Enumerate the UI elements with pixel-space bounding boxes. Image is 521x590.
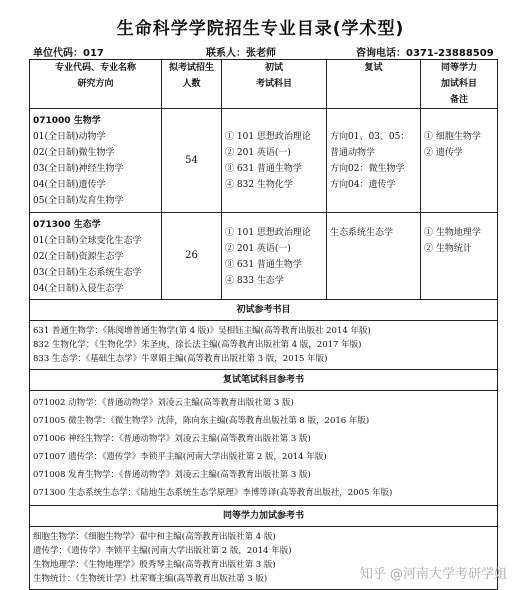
major-row: [30, 213, 498, 300]
extra-subjects: ① 生物地理学 ② 生物统计: [421, 213, 498, 300]
section-title-row: [30, 506, 498, 527]
major-name: 071300 生态学: [33, 220, 101, 230]
initial-books-list: [30, 321, 498, 370]
header-row: [30, 60, 498, 109]
unit-code: 单位代码：017: [33, 48, 104, 59]
header-major: 专业代码、专业名称 研究方向: [30, 60, 162, 109]
direction-item: 01(全日制)动物学: [33, 132, 106, 142]
retest-subjects: 方向01、03、05： 普通动物学 方向02：微生物学 方向04：遗传学: [327, 109, 421, 213]
extra-books-title: 同等学力加试参考书: [30, 506, 498, 527]
book-item: 631 普通生物学：《陈阅增普通生物学(第 4 版)》吴相钰主编(高等教育出版社 2014 年版): [33, 326, 371, 336]
header-retest: 复试: [327, 60, 421, 109]
book-item: 071002 动物学：《普通动物学》刘凌云主编(高等教育出版社第 3 版): [33, 398, 294, 408]
section-title-row: [30, 370, 498, 391]
direction-item: 02(全日制)资源生态学: [33, 252, 124, 262]
book-item: 832 生物化学：《生物化学》朱圣庚，徐长法主编(高等教育出版社第 4 版，2017 年版): [33, 340, 362, 350]
retest-books-title: 复试笔试科目参考书: [30, 370, 498, 391]
exam-subjects: ① 101 思想政治理论 ② 201 英语(一) ③ 631 普通生物学 ④ 833 生态学: [222, 213, 327, 300]
book-item: 生物统计：《生物统计学》杜荣骞主编(高等教育出版社第 3 版): [33, 574, 268, 584]
enrollment-count: 26: [162, 213, 222, 300]
direction-item: 01(全日制)全球变化生态学: [33, 236, 142, 246]
contact-person: 联系人：张老师: [206, 48, 276, 59]
direction-item: 05(全日制)发育生物学: [33, 196, 124, 206]
direction-item: 03(全日制)神经生物学: [33, 164, 124, 174]
major-row: [30, 109, 498, 213]
major-directions: [30, 109, 162, 213]
phone-number: 咨询电话：0371-23888509: [356, 48, 494, 59]
initial-books-title: 初试参考书目: [30, 300, 498, 321]
header-extra: 同等学力 加试科目 备注: [421, 60, 498, 109]
enrollment-count: 54: [162, 109, 222, 213]
major-directions: [30, 213, 162, 300]
direction-item: 02(全日制)微生物学: [33, 148, 115, 158]
extra-subjects: ① 细胞生物学 ② 遗传学: [421, 109, 498, 213]
book-item: 833 生态学：《基础生态学》牛翠娟主编(高等教育出版社第 3 版，2015 年版): [33, 354, 328, 364]
catalog-table: [29, 59, 498, 590]
book-item: 071005 微生物学：《微生物学》沈萍，陈向东主编(高等教育出版社第 8 版，2016 年版): [33, 416, 370, 426]
book-item: 生物地理学：《生物地理学》殷秀琴主编(高等教育出版社第 3 版): [33, 560, 276, 570]
book-item: 细胞生物学：《细胞生物学》翟中和主编(高等教育出版社第 4 版): [33, 532, 276, 542]
page-title: 生命科学学院招生专业目录(学术型): [116, 19, 405, 39]
header-count: 拟考试招生 人数: [162, 60, 222, 109]
section-content-row: [30, 321, 498, 370]
book-item: 071006 神经生物学：《普通动物学》刘凌云主编(高等教育出版社第 3 版): [33, 434, 311, 444]
section-title-row: [30, 300, 498, 321]
direction-item: 04(全日制)遗传学: [33, 180, 106, 190]
section-content-row: [30, 391, 498, 506]
direction-item: 03(全日制)生态系统生态学: [33, 268, 142, 278]
major-name: 071000 生物学: [33, 116, 101, 126]
header-exam: 初试 考试科目: [222, 60, 327, 109]
direction-item: 04(全日制)入侵生态学: [33, 284, 124, 294]
book-item: 071007 遗传学：《遗传学》李锁平主编(河南大学出版社第 2 版，2014 年版): [33, 452, 327, 462]
retest-books-list: [30, 391, 498, 506]
exam-subjects: ① 101 思想政治理论 ② 201 英语(一) ③ 631 普通生物学 ④ 832 生物化学: [222, 109, 327, 213]
book-item: 071300 生态系统生态学：《陆地生态系统生态学原理》李博等译(高等教育出版社，2005 年版): [33, 488, 393, 498]
book-item: 071008 发育生物学：《普通动物学》刘凌云主编(高等教育出版社第 3 版): [33, 470, 311, 480]
book-item: 遗传学：《遗传学》李锁平主编(河南大学出版社第 2 版，2014 年版): [33, 546, 292, 556]
watermark: 知乎 @河南大学考研学姐: [359, 567, 507, 582]
retest-subjects: 生态系统生态学: [327, 213, 421, 300]
